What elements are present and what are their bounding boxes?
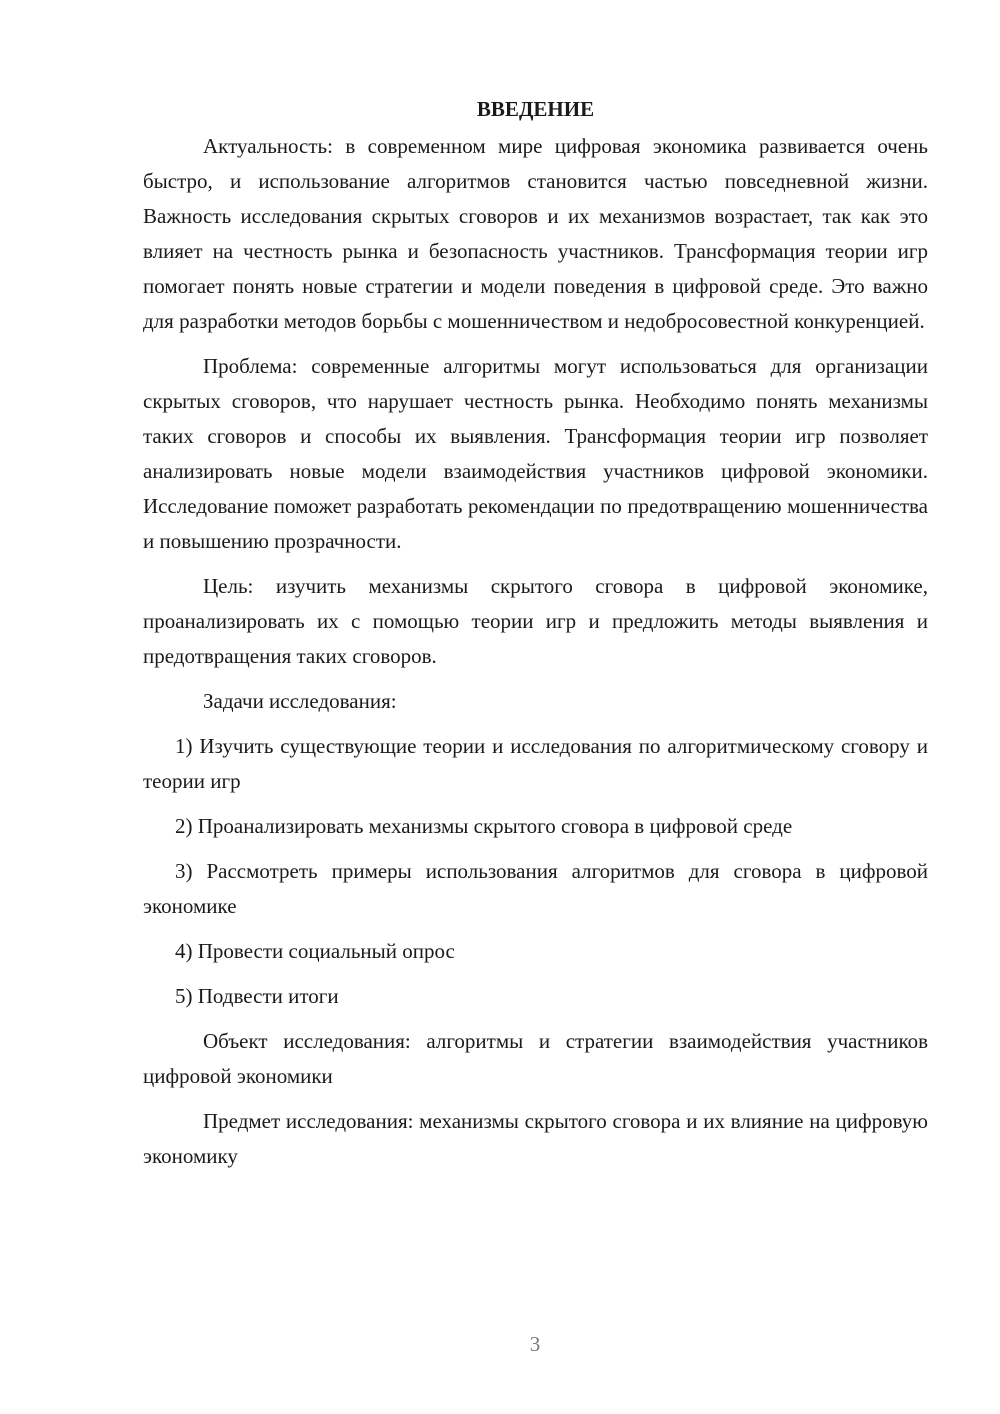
task-item-3: 3) Рассмотреть примеры использования алгоритмов для сговора в цифровой экономике <box>143 859 928 918</box>
section-heading: ВВЕДЕНИЕ <box>476 97 595 121</box>
page-number: 3 <box>529 1332 541 1356</box>
paragraph-problem: Проблема: современные алгоритмы могут использоваться для организации скрытых сговоров, что нарушает честность рынка. Необходимо понять механизмы таких сговоров и способы их выявления. Трансформация теории игр позволяет анализировать новые модели взаимодействия участников цифровой экономики. Исследование поможет разработать рекомендации по предотвращению мошенничества и повышению прозрачности. <box>143 354 928 553</box>
paragraph-subject: Предмет исследования: механизмы скрытого сговора и их влияние на цифровую экономику <box>143 1109 928 1168</box>
paragraph-object: Объект исследования: алгоритмы и стратегии взаимодействия участников цифровой экономики <box>143 1029 928 1088</box>
tasks-heading: Задачи исследования: <box>203 689 397 713</box>
task-item-1: 1) Изучить существующие теории и исследования по алгоритмическому сговору и теории игр <box>143 734 928 793</box>
task-item-5: 5) Подвести итоги <box>175 984 339 1008</box>
paragraph-relevance: Актуальность: в современном мире цифровая экономика развивается очень быстро, и использование алгоритмов становится частью повседневной жизни. Важность исследования скрытых сговоров и их механизмов возрастает, так как это влияет на честность рынка и безопасность участников. Трансформация теории игр помогает понять новые стратегии и модели поведения в цифровой среде. Это важно для разработки методов борьбы с мошенничеством и недобросовестной конкуренцией. <box>143 134 928 333</box>
document-page <box>143 92 928 1184</box>
task-item-2: 2) Проанализировать механизмы скрытого сговора в цифровой среде <box>175 814 793 838</box>
paragraph-goal: Цель: изучить механизмы скрытого сговора в цифровой экономике, проанализировать их с помощью теории игр и предложить методы выявления и предотвращения таких сговоров. <box>143 574 928 668</box>
task-item-4: 4) Провести социальный опрос <box>175 939 455 963</box>
